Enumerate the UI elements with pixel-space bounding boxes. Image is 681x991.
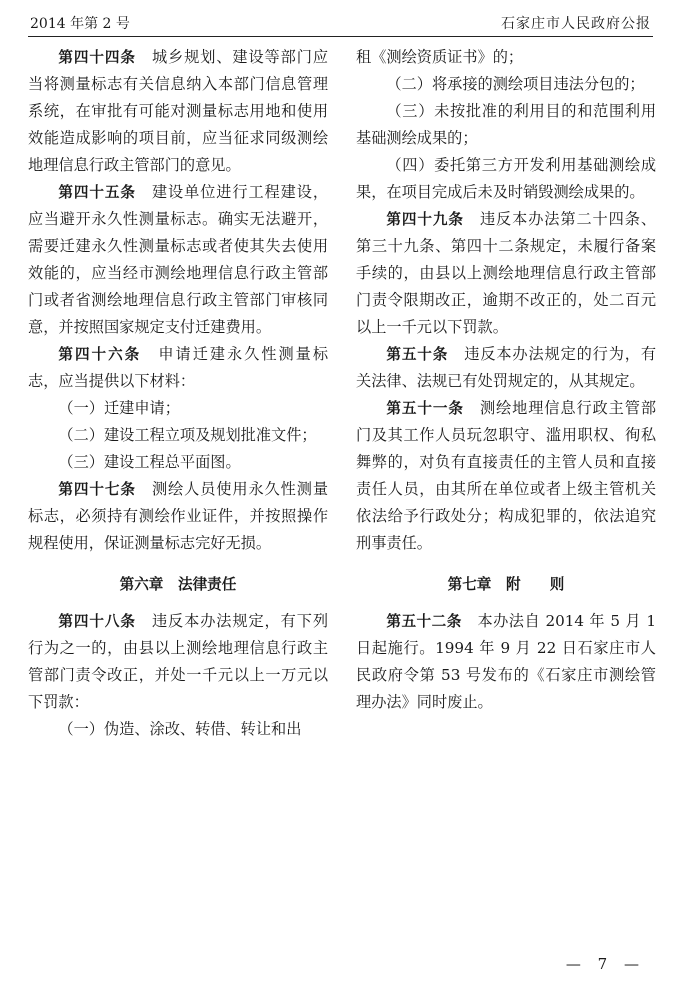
- article-46-item-3: （三）建设工程总平面图。: [58, 453, 241, 471]
- article-47-text: 测绘人员使用永久性测量标志，必须持有测绘作业证件，并按照操作规程使用，保证测量标志完好无损。: [28, 480, 328, 552]
- article-49-label: 第四十九条: [386, 211, 464, 228]
- article-48-item-3: （三）未按批准的利用目的和范围利用基础测绘成果的；: [356, 102, 656, 147]
- chapter-7-heading: 第七章 附 则: [447, 576, 565, 593]
- article-46-text: 申请迁建永久性测量标志，应当提供以下材料：: [28, 345, 329, 390]
- article-51: [356, 395, 656, 557]
- page-number: — 7 —: [565, 955, 645, 973]
- article-45-text: 建设单位进行工程建设，应当避开永久性测量标志。确实无法避开，需要迁建永久性测量标志或者使其失去使用效能的，应当经市测绘地理信息行政主管部门或者省测绘地理信息行政主管部门审核同意，并按照国家规定支付迁建费用。: [28, 183, 328, 336]
- article-50: [356, 341, 656, 395]
- article-46-item-1: （一）迁建申请；: [58, 399, 180, 417]
- article-49: [356, 206, 656, 341]
- article-47: [28, 476, 328, 557]
- article-51-text: 测绘地理信息行政主管部门及其工作人员玩忽职守、滥用职权、徇私舞弊的，对负有直接责任的主管人员和直接责任人员，由其所在单位或者上级主管机关依法给予行政处分；构成犯罪的，依法追究刑事责任。: [356, 399, 656, 552]
- chapter-6-heading: 第六章 法律责任: [119, 576, 237, 593]
- article-46: [28, 341, 328, 395]
- publication-title: 石家庄市人民政府公报: [501, 16, 651, 32]
- article-48: [28, 608, 328, 716]
- article-46-item-2: （二）建设工程立项及规划批准文件；: [58, 426, 317, 444]
- right-column: [356, 44, 656, 716]
- issue-label: 2014 年第 2 号: [30, 16, 130, 32]
- article-47-label: 第四十七条: [58, 481, 136, 498]
- article-48-item-2: （二）将承接的测绘项目违法分包的；: [386, 75, 645, 93]
- article-48-text: 违反本办法规定，有下列行为之一的，由县以上测绘地理信息行政主管部门责令改正，并处一千元以上一万元以下罚款：: [28, 612, 328, 711]
- left-column: [28, 44, 328, 743]
- article-52-label: 第五十二条: [386, 613, 462, 630]
- article-50-label: 第五十条: [386, 346, 449, 363]
- article-44-label: 第四十四条: [58, 49, 136, 66]
- article-48-label: 第四十八条: [58, 613, 136, 630]
- article-45: [28, 179, 328, 341]
- article-52: [356, 608, 656, 716]
- article-44-text: 城乡规划、建设等部门应当将测量标志有关信息纳入本部门信息管理系统，在审批有可能对测量标志用地和使用效能造成影响的项目前，应当征求同级测绘地理信息行政主管部门的意见。: [28, 48, 328, 174]
- article-51-label: 第五十一条: [386, 400, 464, 417]
- article-48-item-1: （一）伪造、涂改、转借、转让和出: [58, 720, 302, 738]
- article-44: [28, 44, 328, 179]
- article-52-text: 本办法自 2014 年 5 月 1 日起施行。1994 年 9 月 22 日石家庄市人民政府令第 53 号发布的《石家庄市测绘管理办法》同时废止。: [356, 612, 656, 711]
- article-50-text: 违反本办法规定的行为，有关法律、法规已有处罚规定的，从其规定。: [356, 345, 657, 390]
- article-49-text: 违反本办法第二十四条、第三十九条、第四十二条规定，未履行备案手续的，由县以上测绘地理信息行政主管部门责令限期改正，逾期不改正的，处二百元以上一千元以下罚款。: [356, 210, 656, 336]
- article-48-item-1-cont: 租《测绘资质证书》的；: [356, 48, 524, 66]
- article-48-item-4: （四）委托第三方开发利用基础测绘成果，在项目完成后未及时销毁测绘成果的。: [356, 156, 656, 201]
- article-46-label: 第四十六条: [58, 346, 142, 363]
- article-45-label: 第四十五条: [58, 184, 136, 201]
- page-header: [28, 10, 653, 37]
